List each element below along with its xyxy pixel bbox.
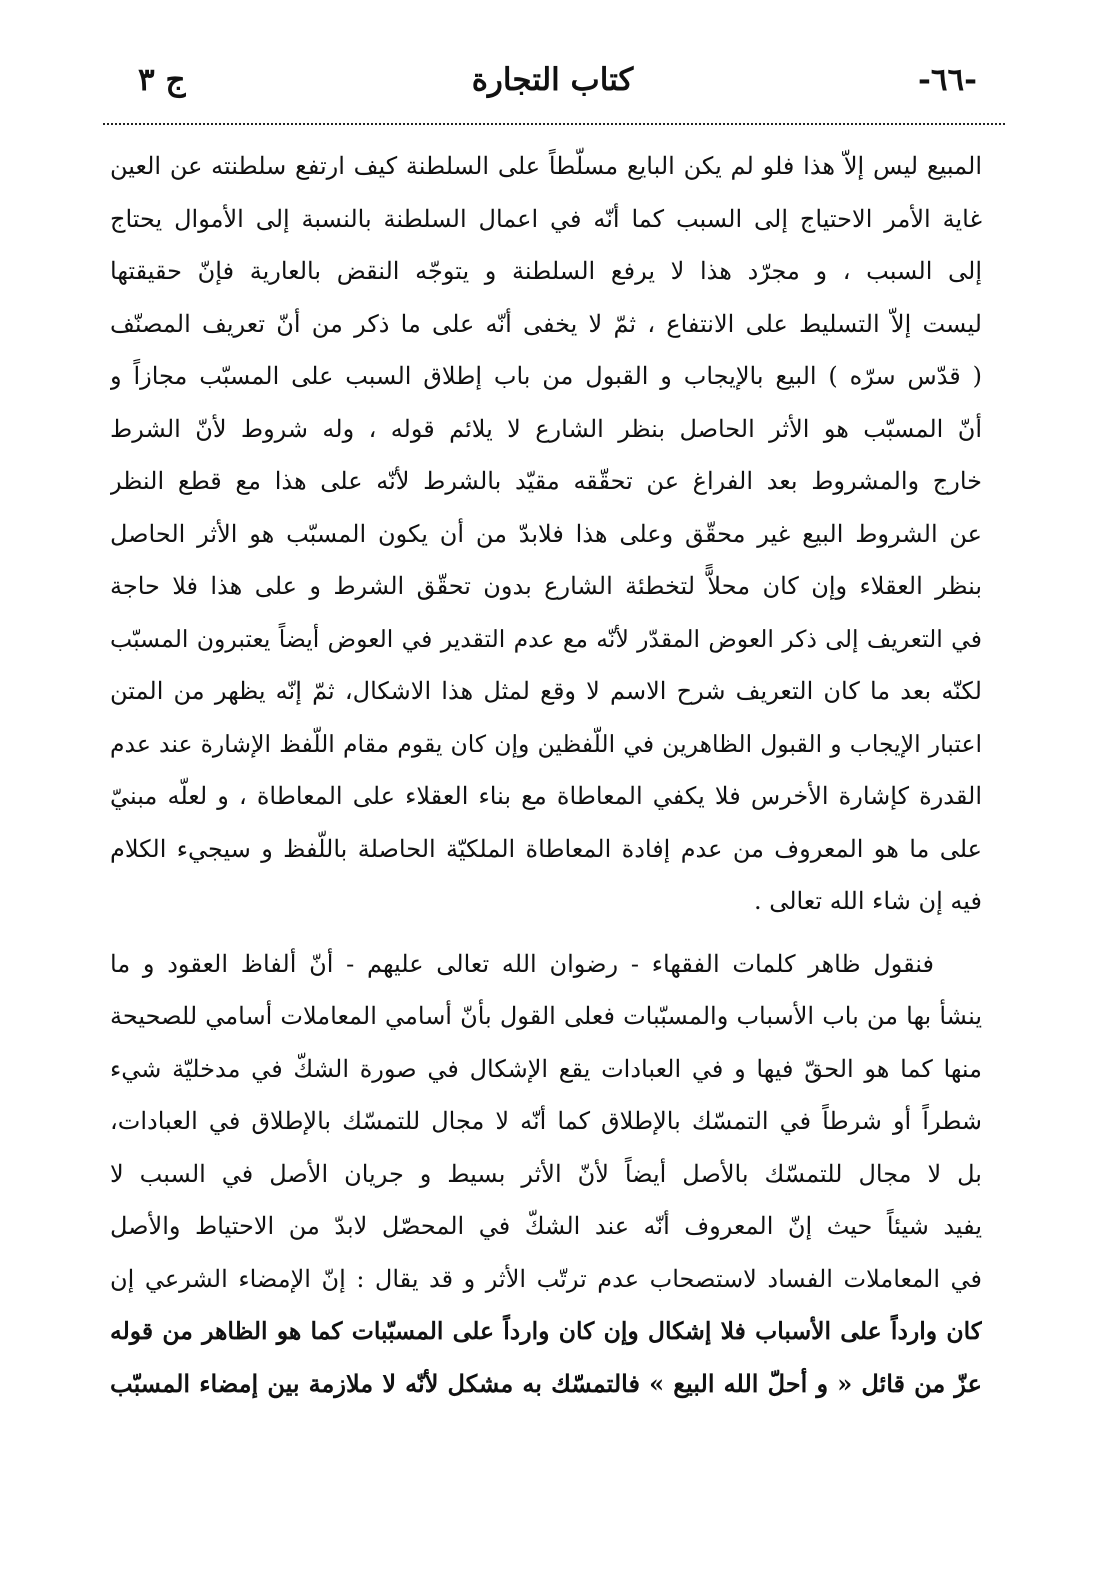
text-line: ( قدّس سرّه ) البيع بالإيجاب و القبول من باب إطلاق السبب على المسبّب مجازاً و <box>110 362 982 390</box>
text-line: منها كما هو الحقّ فيها و في العبادات يقع الإشكال في صورة الشكّ في مدخليّة شيء <box>110 1054 982 1083</box>
text-line: ينشأ بها من باب الأسباب والمسبّبات فعلى القول بأنّ أسامي المعاملات أسامي للصحيحة <box>110 1002 982 1030</box>
text-line: كان وارداً على الأسباب فلا إشكال وإن كان وارداً على المسبّبات كما هو الظاهر من قوله <box>110 1317 982 1345</box>
text-line: إلى السبب ، و مجرّد هذا لا يرفع السلطنة و يتوجّه النقض بالعارية فإنّ حقيقتها <box>110 257 982 285</box>
text-line: ليست إلاّ التسليط على الانتفاع ، ثمّ لا يخفى أنّه على ما ذكر من أنّ تعريف المصنّف <box>110 309 982 338</box>
text-line: عزّ من قائل « و أحلّ الله البيع » فالتمسّك به مشكل لأنّه لا ملازمة بين إمضاء المسبّب <box>110 1368 982 1398</box>
volume-number: ج ٣ <box>138 62 186 98</box>
book-title: كتاب التجارة <box>471 62 634 98</box>
body-text <box>110 140 982 1410</box>
text-line: أنّ المسبّب هو الأثر الحاصل بنظر الشارع لا يلائم قوله ، وله شروط لأنّ الشرط <box>110 414 982 443</box>
header-dotted-rule <box>103 123 1005 125</box>
text-line: لكنّه بعد ما كان التعريف شرح الاسم لا وقع لمثل هذا الاشكال، ثمّ إنّه يظهر من المتن <box>110 677 982 705</box>
text-line: في المعاملات الفساد لاستصحاب عدم ترتّب الأثر و قد يقال : إنّ الإمضاء الشرعي إن <box>110 1264 982 1293</box>
page-number: -٦٦- <box>917 62 977 98</box>
text-line: فنقول ظاهر كلمات الفقهاء - رضوان الله تعالى عليهم - أنّ ألفاظ العقود و ما <box>110 949 934 978</box>
paragraph-1 <box>110 140 982 928</box>
text-line: شطراً أو شرطاً في التمسّك بالإطلاق كما أنّه لا مجال للتمسّك بالإطلاق في العبادات، <box>110 1107 982 1135</box>
text-line: بل لا مجال للتمسّك بالأصل أيضاً لأنّ الأثر بسيط و جريان الأصل في السبب لا <box>110 1159 982 1188</box>
text-line: يفيد شيئاً حيث إنّ المعروف أنّه عند الشكّ في المحصّل لابدّ من الاحتياط والأصل <box>110 1212 982 1240</box>
text-line: خارج والمشروط بعد الفراغ عن تحقّقه مقيّد بالشرط لأنّه على هذا مع قطع النظر <box>110 467 982 495</box>
text-line: بنظر العقلاء وإن كان محلاًّ لتخطئة الشارع بدون تحقّق الشرط و على هذا فلا حاجة <box>110 572 982 600</box>
text-line: فيه إن شاء الله تعالى . <box>753 887 982 915</box>
text-line: على ما هو المعروف من عدم إفادة المعاطاة الملكيّة الحاصلة باللّفظ و سيجيء الكلام <box>110 834 982 863</box>
text-line: المبيع ليس إلاّ هذا فلو لم يكن البايع مسلّطاً على السلطنة كيف ارتفع سلطنته عن العين <box>110 152 982 180</box>
page-header <box>100 60 1005 110</box>
paragraph-2 <box>110 938 982 1411</box>
text-line: في التعريف إلى ذكر العوض المقدّر لأنّه مع عدم التقدير في العوض أيضاً يعتبرون المسبّب <box>110 624 982 653</box>
text-line: عن الشروط البيع غير محقّق وعلى هذا فلابدّ من أن يكون المسبّب هو الأثر الحاصل <box>110 519 982 548</box>
text-line: غاية الأمر الاحتياج إلى السبب كما أنّه في اعمال السلطنة بالنسبة إلى الأموال يحتاج <box>110 204 982 233</box>
text-line: القدرة كإشارة الأخرس فلا يكفي المعاطاة مع بناء العقلاء على المعاطاة ، و لعلّه مبنيّ <box>110 782 982 810</box>
text-line: اعتبار الإيجاب و القبول الظاهرين في اللّفظين وإن كان يقوم مقام اللّفظ الإشارة عند عدم <box>110 729 982 758</box>
